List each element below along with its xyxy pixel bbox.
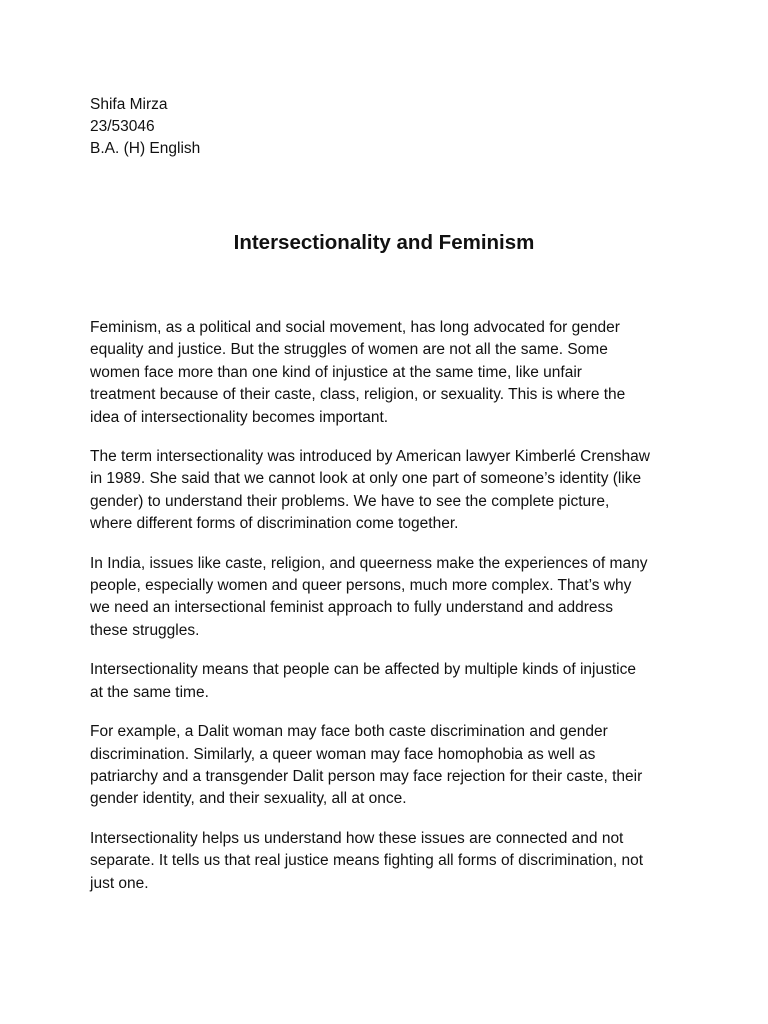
course-name: B.A. (H) English <box>90 140 201 157</box>
paragraph-line: separate. It tells us that real justice means fighting all forms of discrimination, not <box>90 852 644 870</box>
paragraph-crenshaw <box>90 446 694 536</box>
paragraph-line: women face more than one kind of injustice at the same time, like unfair <box>90 363 582 381</box>
paragraph-line: For example, a Dalit woman may face both caste discrimination and gender <box>90 723 608 741</box>
paragraph-line: people, especially women and queer persons, much more complex. That’s why <box>90 577 632 595</box>
paragraph-intro <box>90 317 694 429</box>
paragraph-line: we need an intersectional feminist approach to fully understand and address <box>90 599 614 617</box>
document-body <box>90 317 694 912</box>
paragraph-line: just one. <box>90 874 149 892</box>
paragraph-line: gender identity, and their sexuality, all at once. <box>90 790 407 808</box>
paragraph-line: patriarchy and a transgender Dalit person may face rejection for their caste, their <box>90 767 643 785</box>
paragraph-line: The term intersectionality was introduced by American lawyer Kimberlé Crenshaw <box>90 448 650 466</box>
paragraph-line: Feminism, as a political and social movement, has long advocated for gender <box>90 319 620 336</box>
roll-number: 23/53046 <box>90 118 155 135</box>
paragraph-line: Intersectionality means that people can be affected by multiple kinds of injustice <box>90 661 636 679</box>
paragraph-line: idea of intersectionality becomes important. <box>90 408 389 426</box>
paragraph-line: equality and justice. But the struggles of women are not all the same. Some <box>90 341 608 359</box>
paragraph-line: where different forms of discrimination come together. <box>90 515 459 533</box>
author-name: Shifa Mirza <box>90 96 168 113</box>
paragraph-line: discrimination. Similarly, a queer woman may face homophobia as well as <box>90 745 596 763</box>
paragraph-definition <box>90 659 694 704</box>
paragraph-line: these struggles. <box>90 621 200 639</box>
paragraph-conclusion <box>90 828 694 895</box>
author-info <box>90 94 200 160</box>
paragraph-line: at the same time. <box>90 683 209 701</box>
paragraph-line: in 1989. She said that we cannot look at only one part of someone’s identity (like <box>90 470 642 488</box>
paragraph-example <box>90 721 694 811</box>
paragraph-line: Intersectionality helps us understand how these issues are connected and not <box>90 829 624 847</box>
paragraph-line: gender) to understand their problems. We have to see the complete picture, <box>90 492 610 510</box>
paragraph-india <box>90 553 694 643</box>
paragraph-line: treatment because of their caste, class, religion, or sexuality. This is where the <box>90 386 626 404</box>
document-title: Intersectionality and Feminism <box>233 231 535 254</box>
paragraph-line: In India, issues like caste, religion, and queerness make the experiences of many <box>90 554 648 572</box>
